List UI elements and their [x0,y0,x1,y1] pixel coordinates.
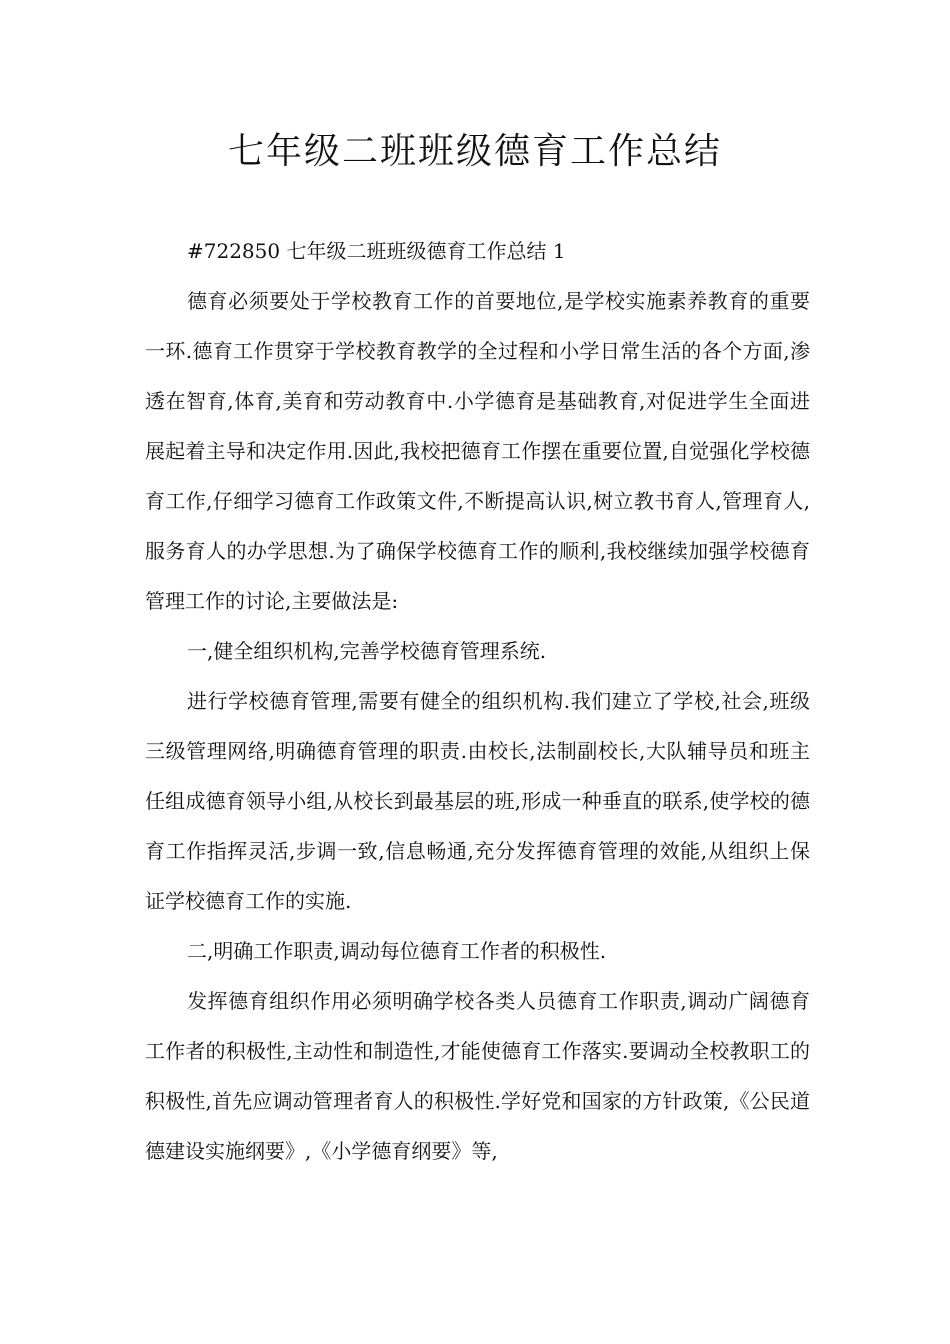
paragraph-responsibilities: 发挥德育组织作用必须明确学校各类人员德育工作职责,调动广阔德育工作者的积极性,主动性和制造性,才能使德育工作落实.要调动全校教职工的积极性,首先应调动管理者育人的积极性.学好党和国家的方针政策,《公民道德建设实施纲要》,《小学德育纲要》等, [145,989,810,1163]
paragraph-heading-ref: #722850 七年级二班班级德育工作总结 1 [187,239,566,263]
document-body [145,226,810,1176]
section-heading-two: 二,明确工作职责,调动每位德育工作者的积极性. [187,939,607,963]
paragraph-organization: 进行学校德育管理,需要有健全的组织机构.我们建立了学校,社会,班级三级管理网络,明确德育管理的职责.由校长,法制副校长,大队辅导员和班主任组成德育领导小组,从校长到最基层的班,形成一种垂直的联系,使学校的德育工作指挥灵活,步调一致,信息畅通,充分发挥德育管理的效能,从组织上保证学校德育工作的实施. [145,689,810,913]
section-heading-one: 一,健全组织机构,完善学校德育管理系统. [187,639,547,663]
paragraph-intro: 德育必须要处于学校教育工作的首要地位,是学校实施素养教育的重要一环.德育工作贯穿于学校教育教学的全过程和小学日常生活的各个方面,渗透在智育,体育,美育和劳动教育中.小学德育是基础教育,对促进学生全面进展起着主导和决定作用.因此,我校把德育工作摆在重要位置,自觉强化学校德育工作,仔细学习德育工作政策文件,不断提高认识,树立教书育人,管理育人,服务育人的办学思想.为了确保学校德育工作的顺利,我校继续加强学校德育管理工作的讨论,主要做法是: [145,289,810,613]
document-title: 七年级二班班级德育工作总结 [227,131,722,172]
